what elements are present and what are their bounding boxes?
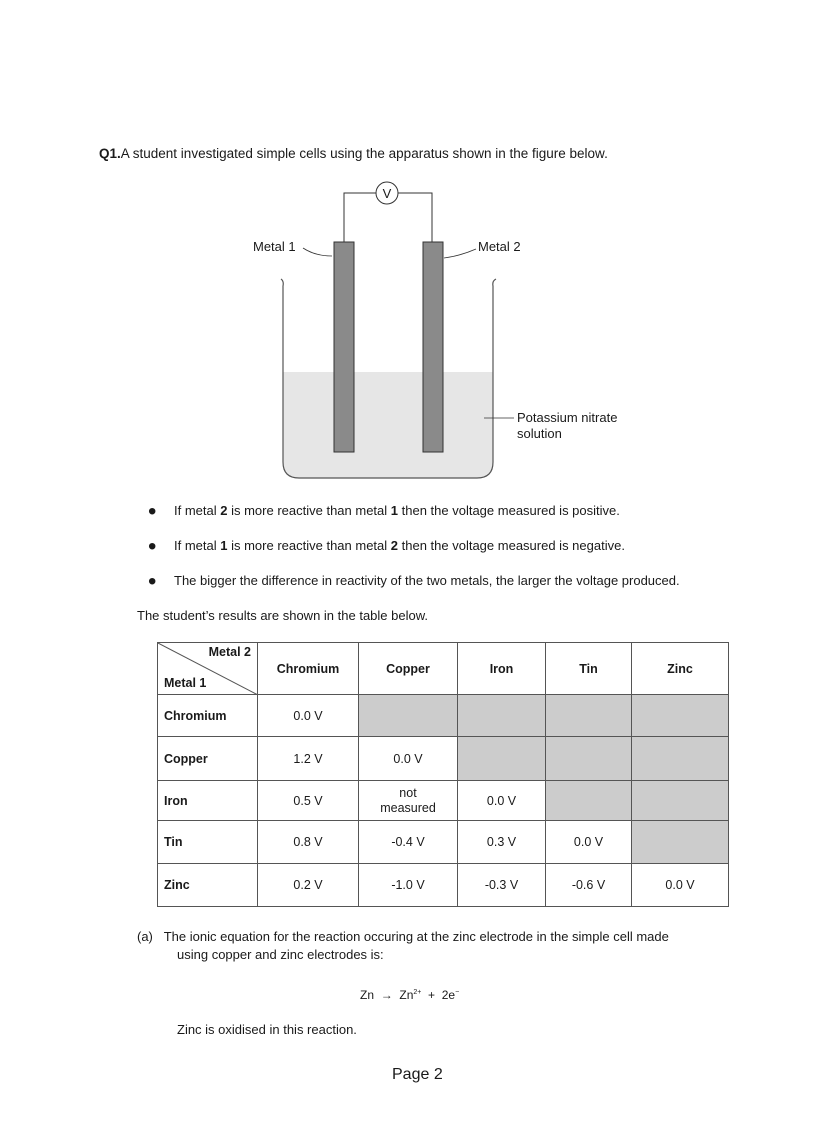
page-number: Page 2 xyxy=(392,1066,443,1083)
not-measured-text: not measured xyxy=(380,785,436,815)
table-cell-shaded xyxy=(546,781,632,821)
table-cell-shaded xyxy=(632,737,729,781)
apparatus-diagram xyxy=(0,0,828,500)
row-header: Iron xyxy=(158,781,258,821)
corner-bottom-label: Metal 1 xyxy=(164,676,207,690)
oxidation-statement: Zinc is oxidised in this reaction. xyxy=(177,1022,357,1037)
wire xyxy=(344,193,376,242)
table-cell-shaded xyxy=(632,821,729,864)
table-cell: 0.0 V xyxy=(546,821,632,864)
table-cell-shaded xyxy=(546,695,632,737)
column-header: Chromium xyxy=(258,643,359,695)
part-a-line1 xyxy=(137,929,669,944)
voltmeter-symbol: V xyxy=(382,186,392,201)
table-cell: 0.8 V xyxy=(258,821,359,864)
solution-label: solution xyxy=(517,426,562,441)
table-row xyxy=(158,737,729,781)
pointer-line xyxy=(303,248,332,256)
wire xyxy=(398,193,432,242)
column-header: Iron xyxy=(458,643,546,695)
column-header: Zinc xyxy=(632,643,729,695)
table-cell-shaded xyxy=(632,781,729,821)
table-header-row xyxy=(158,643,729,695)
part-a-text: The ionic equation for the reaction occuring at the zinc electrode in the simple cell made xyxy=(163,929,669,944)
table-cell: -0.3 V xyxy=(458,864,546,907)
row-header: Tin xyxy=(158,821,258,864)
table-cell-shaded xyxy=(458,737,546,781)
table-cell: -0.4 V xyxy=(359,821,458,864)
table-cell: 0.2 V xyxy=(258,864,359,907)
row-header: Chromium xyxy=(158,695,258,737)
table-row xyxy=(158,864,729,907)
metal-1-label: Metal 1 xyxy=(253,239,296,254)
table-row xyxy=(158,781,729,821)
table-cell-shaded xyxy=(632,695,729,737)
bullet-text: If metal 1 is more reactive than metal 2 then the voltage measured is negative. xyxy=(174,538,625,553)
table-cell-shaded xyxy=(546,737,632,781)
part-a-line2: using copper and zinc electrodes is: xyxy=(177,947,384,962)
table-cell: -0.6 V xyxy=(546,864,632,907)
part-label: (a) xyxy=(137,929,153,944)
corner-top-label: Metal 2 xyxy=(208,645,251,659)
results-table xyxy=(157,642,729,907)
table-intro: The student’s results are shown in the table below. xyxy=(137,608,428,623)
bullet-icon: • xyxy=(148,498,157,525)
metal-1-electrode xyxy=(334,242,354,452)
table-cell: 1.2 V xyxy=(258,737,359,781)
column-header: Tin xyxy=(546,643,632,695)
row-header: Zinc xyxy=(158,864,258,907)
row-header: Copper xyxy=(158,737,258,781)
table-cell: 0.3 V xyxy=(458,821,546,864)
table-row xyxy=(158,695,729,737)
table-cell: 0.0 V xyxy=(359,737,458,781)
corner-cell xyxy=(158,643,258,695)
table-cell-shaded xyxy=(359,695,458,737)
column-header: Copper xyxy=(359,643,458,695)
pointer-line xyxy=(444,249,476,258)
table-row xyxy=(158,821,729,864)
table-cell: -1.0 V xyxy=(359,864,458,907)
table-cell xyxy=(359,781,458,821)
table-cell-shaded xyxy=(458,695,546,737)
question-intro: A student investigated simple cells using the apparatus shown in the figure below. xyxy=(120,146,608,161)
potassium-nitrate-solution xyxy=(283,372,493,478)
table-cell: 0.5 V xyxy=(258,781,359,821)
table-cell: 0.0 V xyxy=(258,695,359,737)
bullet-text: If metal 2 is more reactive than metal 1 then the voltage measured is positive. xyxy=(174,503,620,518)
bullet-icon: • xyxy=(148,533,157,560)
metal-2-electrode xyxy=(423,242,443,452)
arrow-icon: → xyxy=(380,988,393,1002)
table-cell: 0.0 V xyxy=(458,781,546,821)
ionic-equation: $Zn \to Zn^{2+} + 2e^-$ xyxy=(360,988,460,1002)
table-cell: 0.0 V xyxy=(632,864,729,907)
bullet-text: The bigger the difference in reactivity of the two metals, the larger the voltage produced. xyxy=(174,573,680,588)
question-number: Q1. xyxy=(99,146,121,161)
bullet-icon: • xyxy=(148,568,157,595)
solution-label: Potassium nitrate xyxy=(517,410,618,425)
metal-2-label: Metal 2 xyxy=(478,239,521,254)
